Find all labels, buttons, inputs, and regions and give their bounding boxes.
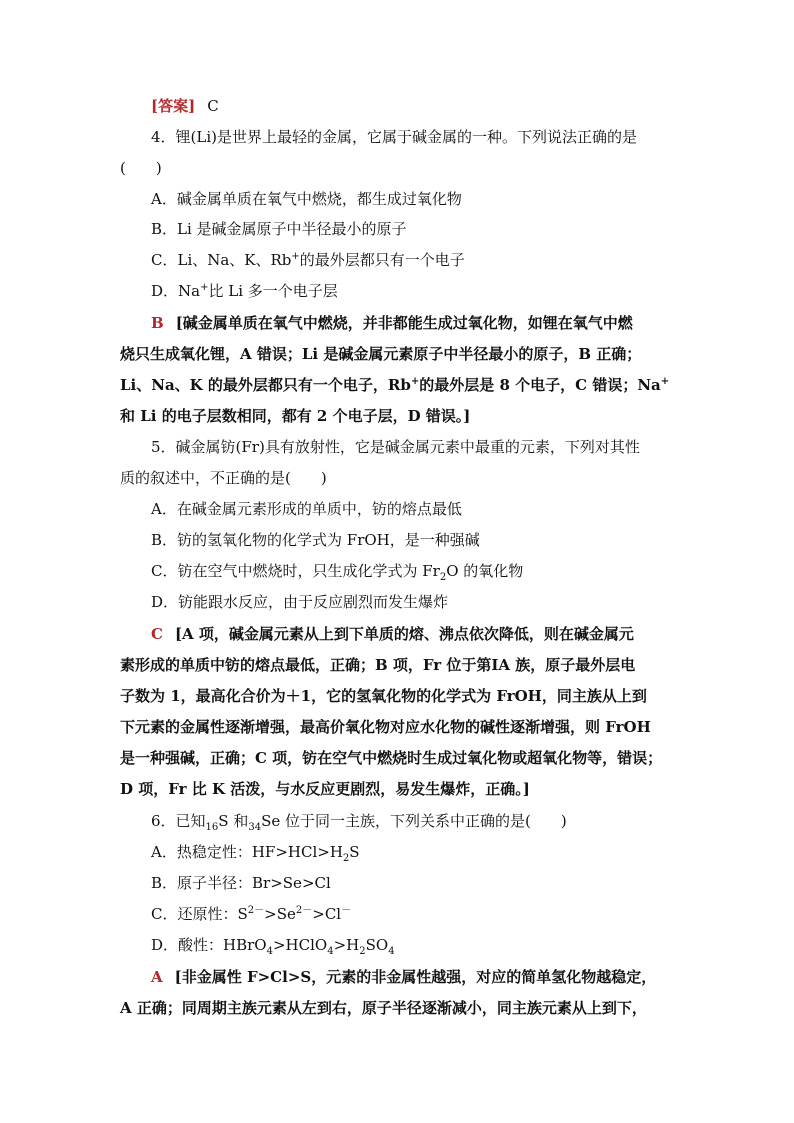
q5-option-a: A．在碱金属元素形成的单质中，钫的熔点最低 — [151, 500, 462, 518]
previous-answer-line — [151, 96, 219, 116]
q4-explanation-line-1: B [碱金属单质在氧气中燃烧，并非都能生成过氧化物，如锂在氧气中燃 — [151, 314, 633, 332]
q5-stem-line-2: 质的叙述中，不正确的是( ) — [120, 469, 327, 487]
q5-explanation-line-3: 子数为 1，最高化合价为＋1，它的氢氧化物的化学式为 FrOH，同主族从上到 — [120, 687, 647, 705]
q4-explanation-line-4: 和 Li 的电子层数相同，都有 2 个电子层，D 错误。] — [120, 407, 471, 425]
q6-explanation-line-1: A [非金属性 F>Cl>S，元素的非金属性越强，对应的简单氢化物越稳定， — [151, 968, 657, 986]
q4-explanation-line-3: Li、Na、K 的最外层都只有一个电子，Rb+的最外层是 8 个电子，C 错误；Na+ — [120, 376, 670, 394]
q4-option-d: D．Na+比 Li 多一个电子层 — [151, 282, 338, 300]
q5-explanation-line-4: 下元素的金属性逐渐增强，最高价氧化物对应水化物的碱性逐渐增强，则 FrOH — [120, 718, 651, 736]
q5-explanation-line-2: 素形成的单质中钫的熔点最低，正确；B 项，Fr 位于第ⅠA 族，原子最外层电 — [120, 656, 636, 674]
q5-answer: C — [151, 625, 163, 643]
q5-explanation-line-6: D 项，Fr 比 K 活泼，与水反应更剧烈，易发生爆炸，正确。] — [120, 780, 530, 798]
q5-option-d: D．钫能跟水反应，由于反应剧烈而发生爆炸 — [151, 593, 449, 611]
q6-explanation-line-2: A 正确；同周期主族元素从左到右，原子半径逐渐减小，同主族元素从上到下， — [120, 999, 647, 1017]
q6-option-b: B．原子半径：Br>Se>Cl — [151, 874, 331, 892]
q4-option-c: C．Li、Na、K、Rb+的最外层都只有一个电子 — [151, 251, 465, 269]
q4-stem-line-1: 4．锂(Li)是世界上最轻的金属，它属于碱金属的一种。下列说法正确的是 — [151, 128, 638, 146]
q6-stem: 6．已知$_{16}$S 和$_{34}$Se 位于同一主族，下列关系中正确的是( ) — [151, 812, 567, 833]
q6-option-d: D．酸性：$HBrO_4>HClO_4>H_2SO_4$ — [151, 936, 395, 957]
q6-answer: A — [151, 968, 163, 986]
q6-option-c: C．还原性：$S^{2-}>Se^{2-}>Cl^-$ — [151, 905, 352, 923]
q5-option-b: B．钫的氢氧化物的化学式为 FrOH，是一种强碱 — [151, 531, 480, 549]
q4-option-b: B．Li 是碱金属原子中半径最小的原子 — [151, 220, 407, 238]
answer-value: C — [207, 97, 219, 115]
q5-option-c: C．钫在空气中燃烧时，只生成化学式为 $Fr_2O$ 的氧化物 — [151, 562, 524, 583]
q5-stem-line-1: 5．碱金属钫(Fr)具有放射性，它是碱金属元素中最重的元素，下列对其性 — [151, 438, 640, 456]
q4-answer: B — [151, 314, 164, 332]
q5-explanation-line-1: C [A 项，碱金属元素从上到下单质的熔、沸点依次降低，则在碱金属元 — [151, 625, 634, 643]
answer-label: [答案] — [151, 97, 196, 115]
q4-option-a: A．碱金属单质在氧气中燃烧，都生成过氧化物 — [151, 190, 462, 208]
q4-stem-line-2: ( ) — [120, 159, 162, 177]
q4-explanation-line-2: 烧只生成氧化锂，A 错误；Li 是碱金属元素原子中半径最小的原子，B 正确； — [120, 345, 642, 363]
q6-option-a: A．热稳定性：$HF>HCl>H_2S$ — [151, 843, 360, 864]
q5-explanation-line-5: 是一种强碱，正确；C 项，钫在空气中燃烧时生成过氧化物或超氧化物等，错误； — [120, 749, 663, 767]
